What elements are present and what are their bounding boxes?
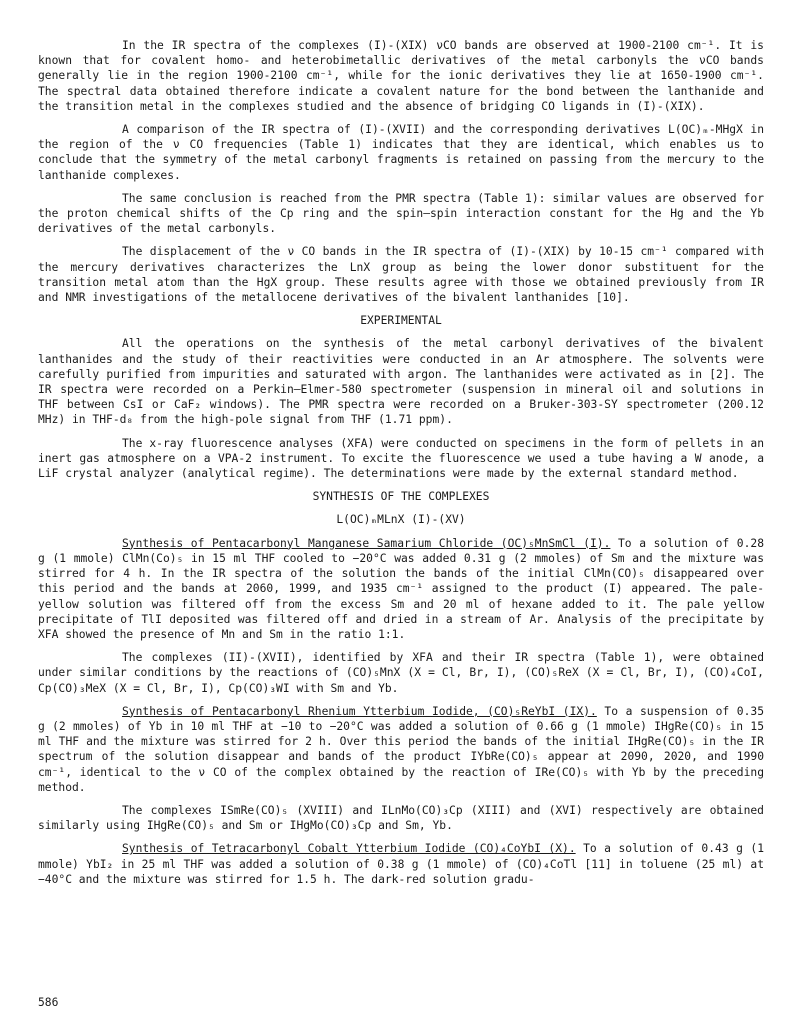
paragraph-operations — [38, 336, 764, 427]
paragraph-text: All the operations on the synthesis of the metal carbonyl derivatives of the bivalent lanthanides and the study of their reactivities were conducted in an Ar atmosphere. The solvents were carefully purified from impurities and saturated with argon. The lanthanides were activated as in [2]. The IR spectra were recorded on a Perkin–Elmer-580 spectrometer (suspension in mineral oil and solutions in THF between CsI or CaF₂ windows). The PMR spectra were recorded on a Bruker-303-SY spectrometer (200.12 MHz) in THF-d₈ from the high-pole signal from THF (1.71 ppm). — [38, 337, 764, 427]
synthesis-3-title: Synthesis of Tetracarbonyl Cobalt Ytterbium Iodide (CO)₄CoYbI (X). — [122, 842, 576, 856]
paragraph-pmr — [38, 191, 764, 237]
article-body — [38, 38, 764, 895]
paragraph-text: A comparison of the IR spectra of (I)-(XVII) and the corresponding derivatives L(OC)ₘ-MHgX in the region of the ν CO frequencies (Table 1) indicates that they are identical, which enables us to conclude that the symmetry of the metal carbonyl fragments is retained on passing from the mercury to the lanthanide complexes. — [38, 123, 764, 182]
synthesis-1-title: Synthesis of Pentacarbonyl Manganese Samarium Chloride (OC)₅MnSmCl (I). — [122, 536, 611, 550]
synthesis-2-title: Synthesis of Pentacarbonyl Rhenium Ytterbium Iodide, (CO)₅ReYbI (IX). — [122, 704, 597, 718]
paragraph-text: The x-ray fluorescence analyses (XFA) were conducted on specimens in the form of pellets in an inert gas atmosphere on a VPA-2 instrument. To excite the fluorescence we used a tube having a W anode, a LiF crystal analyzer (analytical regime). The determinations were made by the external standard method. — [38, 436, 764, 481]
paragraph-text: The same conclusion is reached from the PMR spectra (Table 1): similar values are observed for the proton chemical shifts of the Cp ring and the spin–spin interaction constant for the Hg and the Yb derivatives of the metal carbonyls. — [38, 191, 764, 236]
paragraph-synthesis-3 — [38, 841, 764, 887]
paragraph-text: The complexes ISmRe(CO)₅ (XVIII) and ILnMo(CO)₃Cp (XIII) and (XVI) respectively are obtained similarly using IHgRe(CO)₅ and Sm or IHgMo(CO)₃Cp and Sm, Yb. — [38, 803, 764, 833]
page-number: 586 — [38, 996, 59, 1009]
paragraph-text: The complexes (II)-(XVII), identified by XFA and their IR spectra (Table 1), were obtained under similar conditions by the reactions of (CO)₅MnX (X = Cl, Br, I), (CO)₅ReX (X = Cl, Br, I), (CO)₄CoI, Cp(CO)₃MeX (X = Cl, Br, I), Cp(CO)₃WI with Sm and Yb. — [38, 651, 764, 695]
synthesis-2-text: To a suspension of 0.35 g (2 mmoles) of Yb in 10 ml THF at −10 to −20°C was added a solution of 0.66 g (1 mmole) IHgRe(CO)₅ in 15 ml THF and the mixture was stirred for 2 h. Over this period the bands of the initial IHgRe(CO)₅ in the IR spectrum of the solution disappear and bands of the product IYbRe(CO)₅ appear at 2090, 2020, and 1990 cm⁻¹, identical to the ν CO of the complex obtained by the reaction of IRe(CO)₅ with Yb by the preceding method. — [38, 704, 765, 794]
section-subheading-formula: L(OC)ₘMLnX (I)-(XV) — [336, 513, 466, 527]
paragraph-text: The displacement of the ν CO bands in the IR spectra of (I)-(XIX) by 10-15 cm⁻¹ compared with the mercury derivatives characterizes the LnX group as being the lower donor substituent for the transition metal atom than the HgX group. These results agree with those we obtained previously from IR and NMR investigations of the metallocene derivatives of the bivalent lanthanides [10]. — [38, 245, 764, 305]
paragraph-comparison — [38, 122, 764, 183]
section-heading-experimental: EXPERIMENTAL — [360, 314, 442, 328]
paragraph-complexes — [38, 650, 764, 696]
paragraph-synthesis-1 — [38, 536, 764, 642]
paragraph-xfa — [38, 436, 764, 482]
synthesis-3-text: To a solution of 0.43 g (1 mmole) YbI₂ in 25 ml THF was added a solution of 0.38 g (1 mmole) of (CO)₄CoTl [11] in toluene (25 ml) at −40°C and the mixture was stirred for 1.5 h. The dark-red solution gradu- — [38, 842, 764, 886]
paragraph-text: In the IR spectra of the complexes (I)-(XIX) νCO bands are observed at 1900-2100 cm⁻¹. It is known that for covalent homo- and heterobimetallic derivatives of the metal carbonyls the νCO bands generally lie in the region 1900-2100 cm⁻¹, while for the ionic derivatives they lie at 1650-1900 cm⁻¹. The spectral data obtained therefore indicate a covalent nature for the bond between the lanthanide and the transition metal in the complexes studied and the absence of bridging CO ligands in (I)-(XIX). — [38, 39, 764, 113]
paragraph-similar — [38, 803, 764, 833]
paragraph-displacement — [38, 244, 764, 305]
paragraph-synthesis-2 — [38, 704, 764, 795]
paragraph-ir-spectra — [38, 38, 764, 114]
section-heading-synthesis: SYNTHESIS OF THE COMPLEXES — [312, 490, 490, 504]
synthesis-1-text: To a solution of 0.28 g (1 mmole) ClMn(Co)₅ in 15 ml THF cooled to −20°C was added 0.31 g (2 mmoles) of Sm and the mixture was stirred for 4 h. In the IR spectra of the solution the bands of the initial ClMn(CO)₅ disappeared over this period and the bands at 2060, 1999, and 1935 cm⁻¹ assigned to the product (I) appeared. The pale-yellow solution was filtered off from the excess Sm and 20 ml of hexane added to it. The pale yellow precipitate of TlI deposited was filtered off and dried in a stream of Ar. Analysis of the precipitate by XFA showed the presence of Mn and Sm in the ratio 1:1. — [38, 536, 764, 641]
